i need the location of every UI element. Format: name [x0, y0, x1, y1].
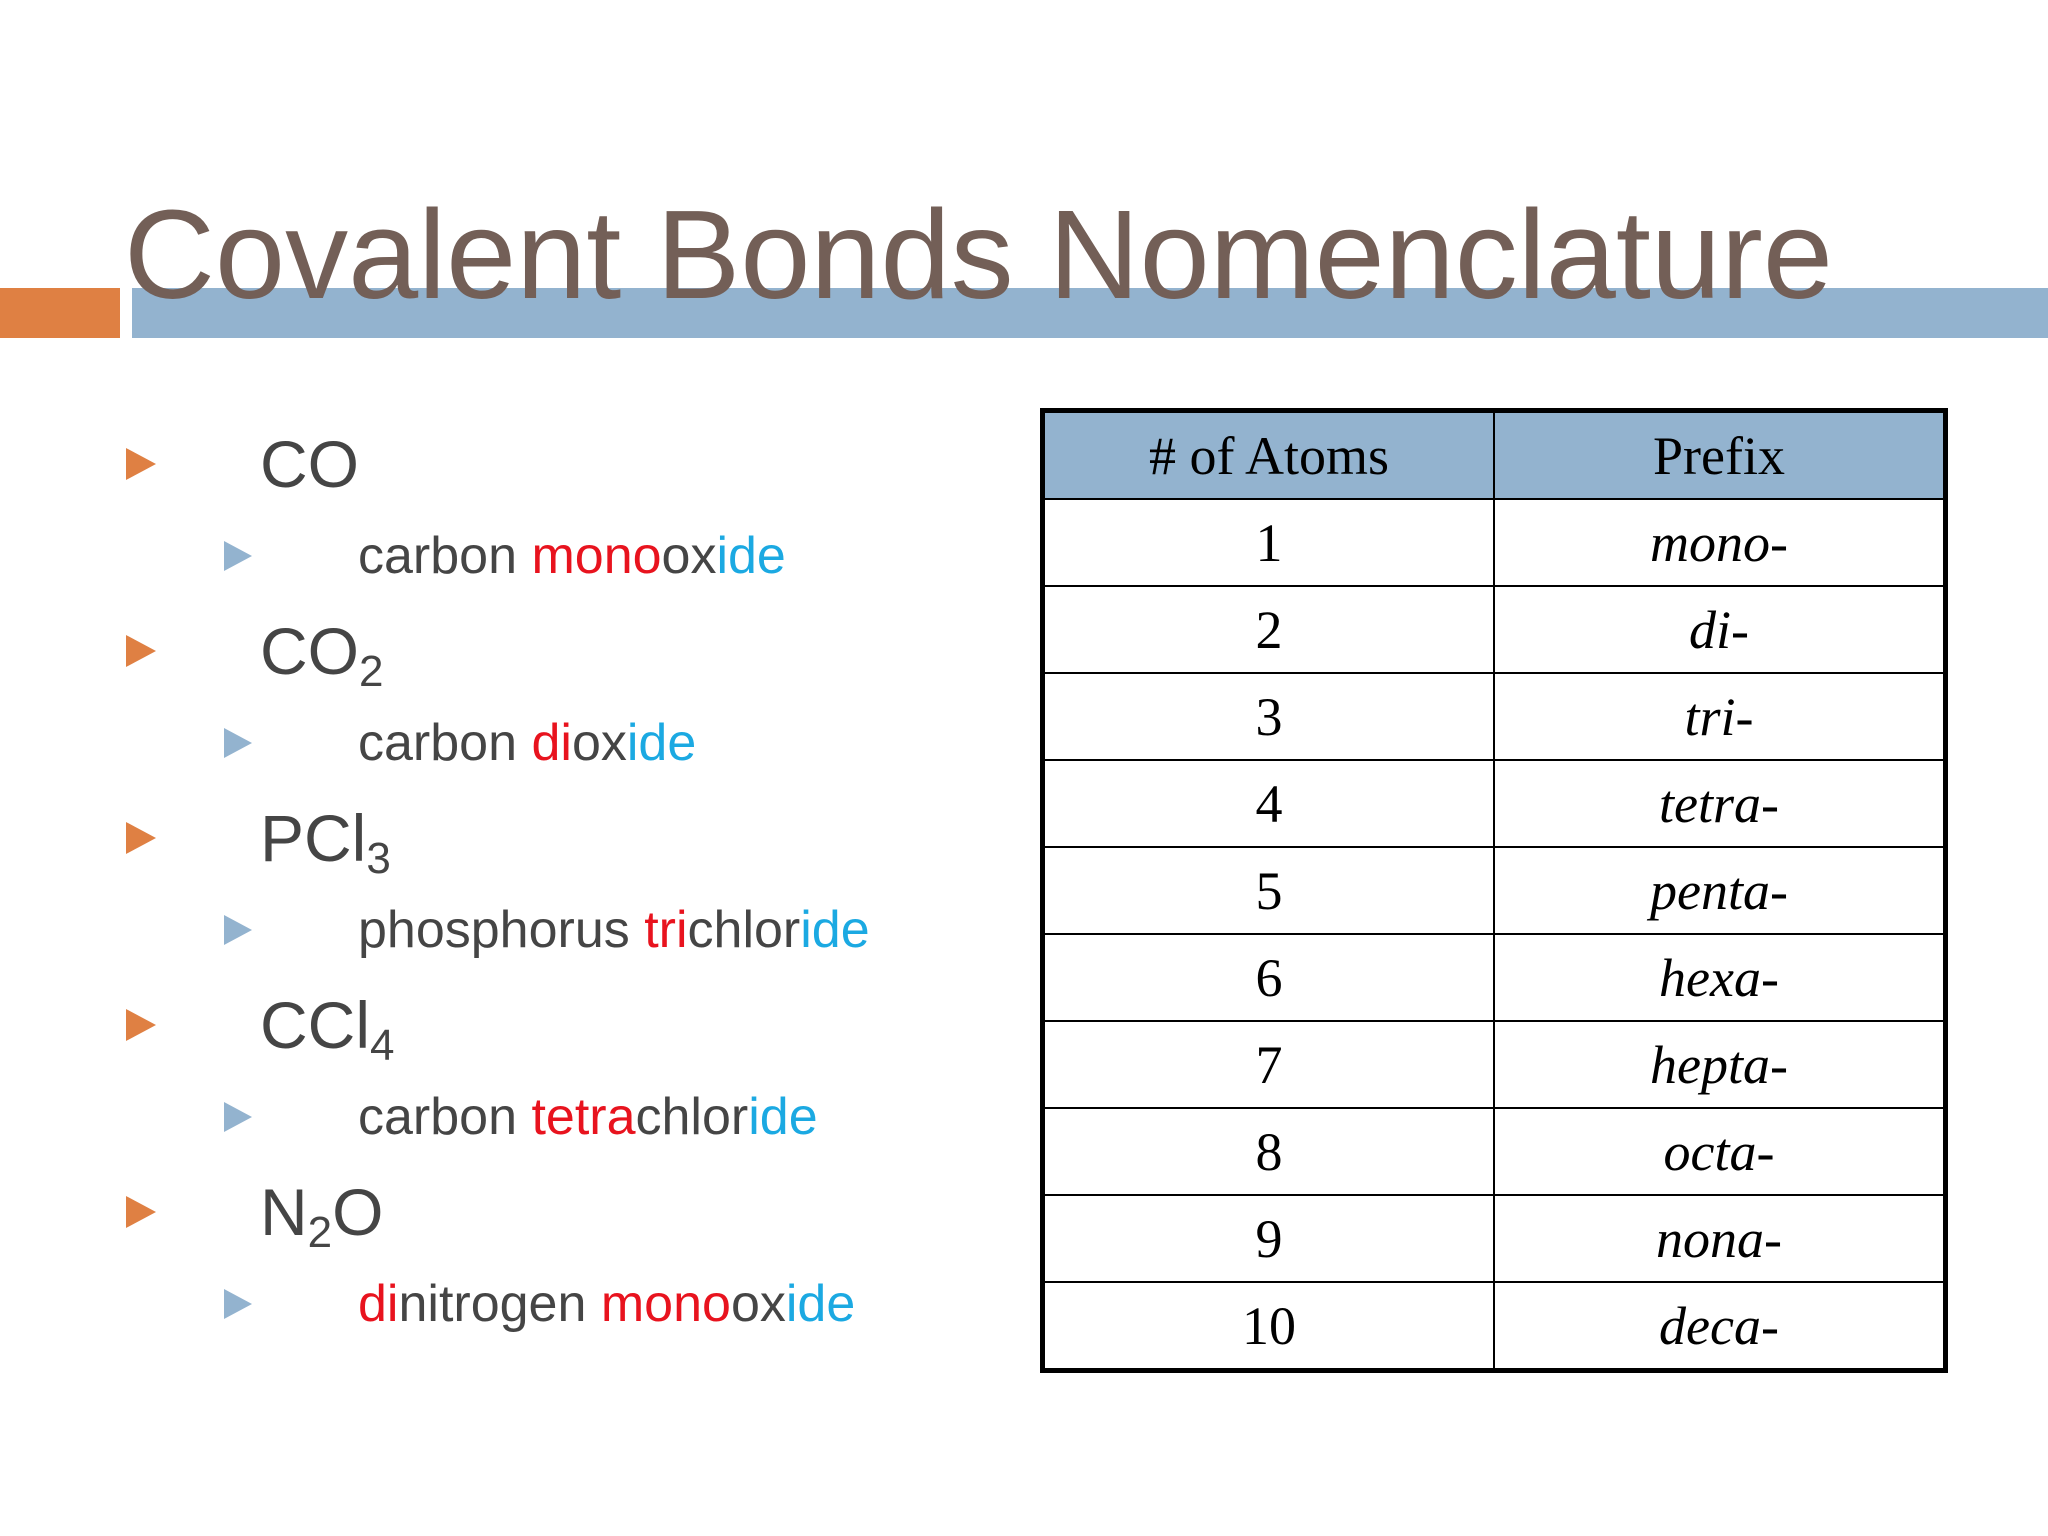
atom-count-cell: 6	[1043, 934, 1495, 1021]
orange-bullet-icon	[126, 822, 156, 854]
prefix-cell: mono-	[1494, 499, 1946, 586]
orange-bullet-icon	[126, 448, 156, 480]
atom-count-cell: 3	[1043, 673, 1495, 760]
table-row	[1043, 760, 1946, 847]
prefix-cell: nona-	[1494, 1195, 1946, 1282]
blue-bullet-icon	[224, 1102, 252, 1132]
prefix-cell: penta-	[1494, 847, 1946, 934]
compound-formula: PCl$_3$	[260, 801, 391, 883]
table-row	[1043, 1021, 1946, 1108]
atom-count-cell: 1	[1043, 499, 1495, 586]
prefix-table	[1040, 408, 1948, 1373]
table-row	[1043, 673, 1946, 760]
orange-bullet-icon	[126, 1196, 156, 1228]
orange-bullet-icon	[126, 635, 156, 667]
atom-count-cell: 10	[1043, 1282, 1495, 1371]
compound-name: carbon monooxide	[358, 527, 786, 585]
table-row	[1043, 1108, 1946, 1195]
compound-formula: $CO_2$	[260, 614, 384, 696]
prefix-cell: tri-	[1494, 673, 1946, 760]
compound-formula: CCl$_4$	[260, 988, 395, 1070]
prefix-cell: octa-	[1494, 1108, 1946, 1195]
blue-bullet-icon	[224, 728, 252, 758]
atom-count-cell: 7	[1043, 1021, 1495, 1108]
blue-bullet-icon	[224, 541, 252, 571]
table-row	[1043, 586, 1946, 673]
column-header-atoms: # of Atoms	[1043, 411, 1495, 500]
compound-name: dinitrogen monooxide	[358, 1275, 856, 1333]
atom-count-cell: 8	[1043, 1108, 1495, 1195]
orange-bullet-icon	[126, 1009, 156, 1041]
table-row	[1043, 1282, 1946, 1371]
table-row	[1043, 499, 1946, 586]
atom-count-cell: 2	[1043, 586, 1495, 673]
prefix-cell: tetra-	[1494, 760, 1946, 847]
prefix-cell: deca-	[1494, 1282, 1946, 1371]
prefix-cell: hepta-	[1494, 1021, 1946, 1108]
prefix-cell: di-	[1494, 586, 1946, 673]
compound-name: phosphorus trichloride	[358, 901, 870, 959]
table-header-row	[1043, 411, 1946, 500]
compound-name: carbon dioxide	[358, 714, 697, 772]
table-row	[1043, 1195, 1946, 1282]
compound-bullet-list	[0, 0, 1000, 1536]
table-row	[1043, 934, 1946, 1021]
column-header-prefix: Prefix	[1494, 411, 1946, 500]
slide-title: Covalent Bonds Nomenclature	[124, 184, 1833, 325]
compound-formula: $N_2O$	[260, 1175, 384, 1257]
blue-bullet-icon	[224, 1289, 252, 1319]
atom-count-cell: 9	[1043, 1195, 1495, 1282]
table-row	[1043, 847, 1946, 934]
compound-formula: CO	[260, 427, 359, 501]
prefix-cell: hexa-	[1494, 934, 1946, 1021]
atom-count-cell: 5	[1043, 847, 1495, 934]
blue-bullet-icon	[224, 915, 252, 945]
atom-count-cell: 4	[1043, 760, 1495, 847]
compound-name: carbon tetrachloride	[358, 1088, 818, 1146]
